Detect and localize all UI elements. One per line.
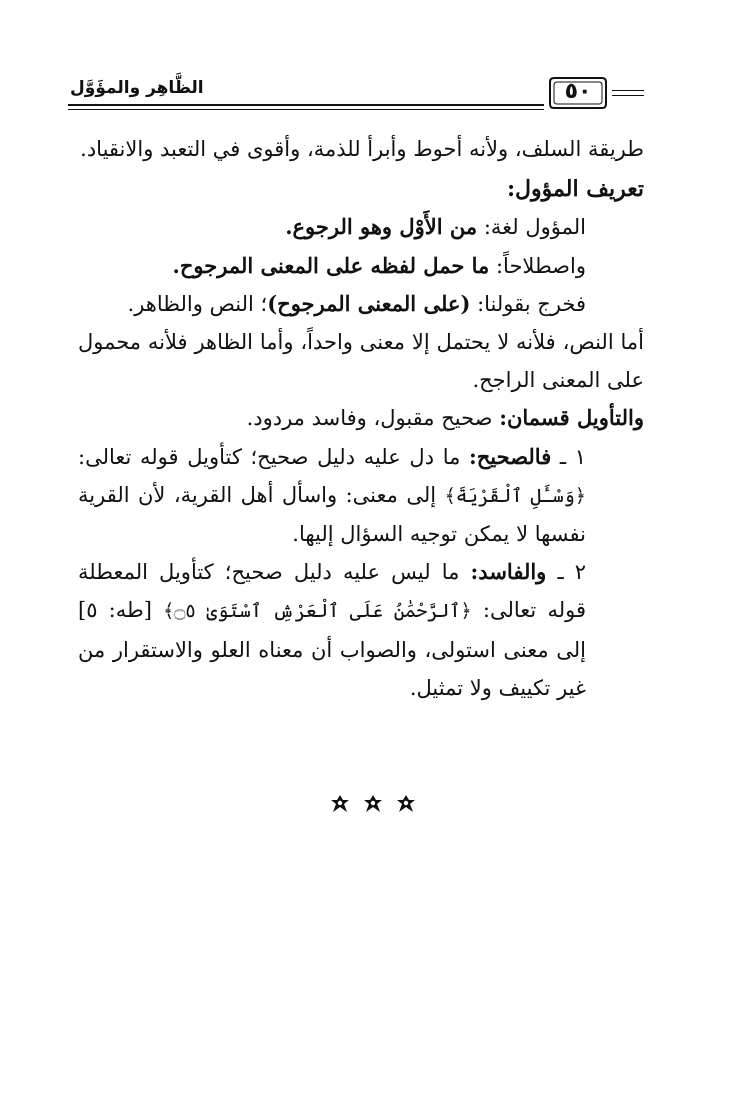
- header-rule-right: [612, 90, 644, 96]
- fasid-label: والفاسد:: [470, 559, 547, 585]
- istilah-value: ما حمل لفظه على المعنى المرجوح.: [172, 252, 490, 278]
- definition-lugha: [78, 208, 644, 246]
- kharaja-label: فخرج بقولنا:: [477, 291, 586, 316]
- sahih-label: فالصحيح:: [469, 443, 552, 469]
- fasid-ref: [طه: ٥]: [78, 598, 152, 623]
- fasid-quran: ﴿ٱلرَّحْمَٰنُ عَلَى ٱلْعَرْشِ ٱسْتَوَىٰ ۝٥﴾: [163, 600, 472, 623]
- sahih-text-1: ما دل عليه دليل صحيح؛ كتأويل قوله تعالى:: [78, 444, 461, 469]
- page-number: ٥٠: [564, 79, 592, 104]
- kharaja-bold: (على المعنى المرجوح): [267, 290, 471, 316]
- fasid-text-1: ما ليس عليه دليل صحيح؛ كتأويل المعطلة قوله تعالى:: [78, 560, 586, 623]
- intro-paragraph: طريقة السلف، ولأنه أحوط وأبرأ للذمة، وأقوى في التعبد والانقياد.: [80, 137, 644, 161]
- fleuron-icon: [330, 794, 350, 814]
- taweel-label: والتأويل قسمان:: [499, 405, 644, 431]
- kharaja-paragraph: [78, 285, 644, 323]
- sahih-paragraph: [78, 438, 644, 554]
- nass-paragraph: أما النص، فلأنه لا يحتمل إلا معنى واحداً، وأما الظاهر فلأنه محمول على المعنى الراجح.: [78, 330, 644, 393]
- sahih-number: ١ ـ: [559, 444, 586, 469]
- taweel-paragraph: [78, 399, 644, 437]
- fleuron-icon: [363, 794, 383, 814]
- fasid-number: ٢ ـ: [557, 560, 586, 585]
- definition-istilah: [78, 247, 644, 285]
- lugha-value: من الأَوْل وهو الرجوع.: [285, 214, 478, 240]
- running-title: الظَّاهِر والمؤَوَّل: [70, 78, 204, 98]
- section-heading: تعريف المؤول:: [506, 176, 644, 203]
- fasid-text-2: إلى معنى استولى، والصواب أن معناه العلو والاستقرار من غير تكييف ولا تمثيل.: [78, 637, 586, 700]
- taweel-rest: صحيح مقبول، وفاسد مردود.: [246, 406, 493, 431]
- istilah-label: واصطلاحاً:: [495, 253, 586, 278]
- fleuron-icon: [396, 794, 416, 814]
- page-number-frame: [548, 74, 608, 112]
- kharaja-rest: ؛ النص والظاهر.: [127, 291, 268, 316]
- sahih-quran: ﴿وَسْـَٔلِ ٱلْقَرْيَةَ﴾: [444, 484, 586, 507]
- header-rule: [68, 104, 544, 110]
- section-end-ornaments: [330, 794, 416, 816]
- page-body: [78, 130, 644, 707]
- fasid-paragraph: [78, 553, 644, 707]
- sahih-text-2: إلى معنى: واسأل أهل القرية، لأن القرية نفسها لا يمكن توجيه السؤال إليها.: [78, 482, 586, 547]
- page-header: [68, 72, 644, 116]
- lugha-label: المؤول لغة:: [483, 215, 586, 240]
